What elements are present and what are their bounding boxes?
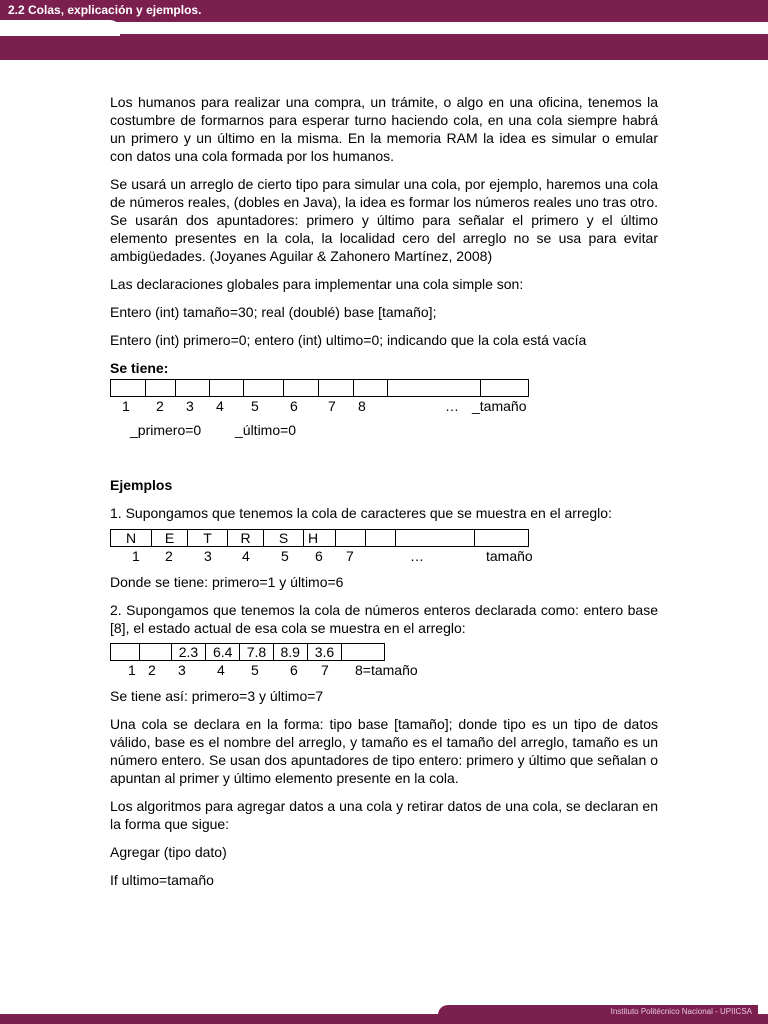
array-index: 1 xyxy=(132,548,140,564)
pointer-ultimo: _último=0 xyxy=(235,422,297,438)
array-index: 8 xyxy=(358,398,366,414)
array-index: tamaño xyxy=(486,548,533,564)
array-index: 1 xyxy=(128,662,136,678)
array-cell xyxy=(146,380,176,396)
character-queue-array xyxy=(110,529,529,547)
array-cell xyxy=(140,644,172,660)
array-cell xyxy=(176,380,210,396)
array-cell xyxy=(396,530,475,546)
array-cell xyxy=(366,530,396,546)
array-cell: H xyxy=(304,530,336,546)
code-line-size: Entero (int) tamaño=30; real (doublé) base [tamaño]; xyxy=(110,304,437,320)
empty-queue-indices xyxy=(110,397,658,415)
number-queue-indices xyxy=(110,661,658,679)
header-band-lower xyxy=(0,34,768,60)
footer-institution: Instituto Politécnico Nacional - UPIICSA xyxy=(438,1005,758,1019)
array-cell: N xyxy=(111,530,152,546)
number-queue-array xyxy=(110,643,385,661)
array-cell: 8.9 xyxy=(274,644,308,660)
array-index: 6 xyxy=(290,662,298,678)
paragraph-declaration-form: Una cola se declara en la forma: tipo base [tamaño]; donde tipo es un tipo de datos válido, base es el nombre del arreglo, y tamaño es el tamaño del arreglo, tamaño es un número entero. Se usan dos apuntadores de tipo entero: primero y último que señalan o apuntan al primer y último elemento presente en la cola. xyxy=(110,716,658,786)
page-title: 2.2 Colas, explicación y ejemplos. xyxy=(8,3,202,17)
array-index: 6 xyxy=(315,548,323,564)
array-cell: E xyxy=(152,530,188,546)
array-index: … xyxy=(410,548,424,564)
page-header xyxy=(0,0,768,60)
array-index: 2 xyxy=(156,398,164,414)
array-index: 3 xyxy=(204,548,212,564)
array-index: 7 xyxy=(328,398,336,414)
array-cell xyxy=(336,530,366,546)
se-tiene-heading: Se tiene: xyxy=(110,360,169,376)
array-index: 7 xyxy=(346,548,354,564)
ejemplos-heading: Ejemplos xyxy=(110,477,173,493)
array-cell xyxy=(111,644,140,660)
array-index: 6 xyxy=(290,398,298,414)
array-cell: S xyxy=(264,530,304,546)
header-tab xyxy=(0,20,120,36)
paragraph-array-explanation: Se usará un arreglo de cierto tipo para simular una cola, por ejemplo, haremos una cola de números reales, (dobles en Java), la idea es formar los números reales uno tras otro. Se usarán dos apuntadores: primero y último para señalar el primero y el último elemento presentes en la cola, la localidad cero del arreglo no se usa para evitar ambigüedades. (Joyanes Aguilar & Zahonero Martínez, 2008) xyxy=(110,176,658,264)
example-1-result: Donde se tiene: primero=1 y último=6 xyxy=(110,574,344,590)
array-cell: T xyxy=(188,530,228,546)
paragraph-algorithms: Los algoritmos para agregar datos a una cola y retirar datos de una cola, se declaran en la forma que sigue: xyxy=(110,798,658,832)
array-cell xyxy=(111,380,146,396)
example-2-text: 2. Supongamos que tenemos la cola de números enteros declarada como: entero base [8], el estado actual de esa cola se muestra en el arreglo: xyxy=(110,602,658,636)
array-index: 3 xyxy=(178,662,186,678)
array-cell: R xyxy=(228,530,264,546)
array-index: 8=tamaño xyxy=(355,662,418,678)
array-cell xyxy=(354,380,388,396)
array-index: 7 xyxy=(321,662,329,678)
array-cell: 2.3 xyxy=(172,644,207,660)
code-line-if: If ultimo=tamaño xyxy=(110,872,214,888)
character-queue-indices xyxy=(110,547,658,565)
array-index: 2 xyxy=(148,662,156,678)
empty-queue-array xyxy=(110,379,529,397)
array-index: 1 xyxy=(122,398,130,414)
array-cell xyxy=(284,380,319,396)
array-cell xyxy=(481,380,528,396)
array-cell: 3.6 xyxy=(308,644,343,660)
array-index: 4 xyxy=(216,398,224,414)
array-index: _tamaño xyxy=(472,398,527,414)
array-index: 3 xyxy=(186,398,194,414)
array-index: 4 xyxy=(217,662,225,678)
example-2-result: Se tiene así: primero=3 y último=7 xyxy=(110,688,324,704)
code-line-agregar: Agregar (tipo dato) xyxy=(110,844,227,860)
pointer-primero: _primero=0 xyxy=(130,422,202,438)
array-cell xyxy=(475,530,522,546)
array-index: 4 xyxy=(242,548,250,564)
array-cell: 7.8 xyxy=(240,644,274,660)
example-1-text: 1. Supongamos que tenemos la cola de caracteres que se muestra en el arreglo: xyxy=(110,505,612,521)
array-index: 5 xyxy=(251,398,259,414)
array-cell: 6.4 xyxy=(206,644,240,660)
document-body xyxy=(110,93,658,899)
array-index: 5 xyxy=(281,548,289,564)
array-index: 2 xyxy=(165,548,173,564)
array-cell xyxy=(244,380,284,396)
array-cell xyxy=(319,380,354,396)
array-index: … xyxy=(445,398,459,414)
array-cell xyxy=(210,380,245,396)
code-line-pointers: Entero (int) primero=0; entero (int) ultimo=0; indicando que la cola está vacía xyxy=(110,332,587,348)
paragraph-declarations: Las declaraciones globales para implementar una cola simple son: xyxy=(110,276,524,292)
empty-queue-pointers xyxy=(110,421,658,439)
page-footer xyxy=(0,1004,768,1024)
paragraph-intro: Los humanos para realizar una compra, un trámite, o algo en una oficina, tenemos la costumbre de formarnos para esperar turno haciendo cola, en una cola siempre habrá un primero y un último en la misma. En la memoria RAM la idea es simular o emular con datos una cola formada por los humanos. xyxy=(110,94,658,164)
array-cell xyxy=(388,380,482,396)
array-index: 5 xyxy=(251,662,259,678)
array-cell xyxy=(342,644,384,660)
